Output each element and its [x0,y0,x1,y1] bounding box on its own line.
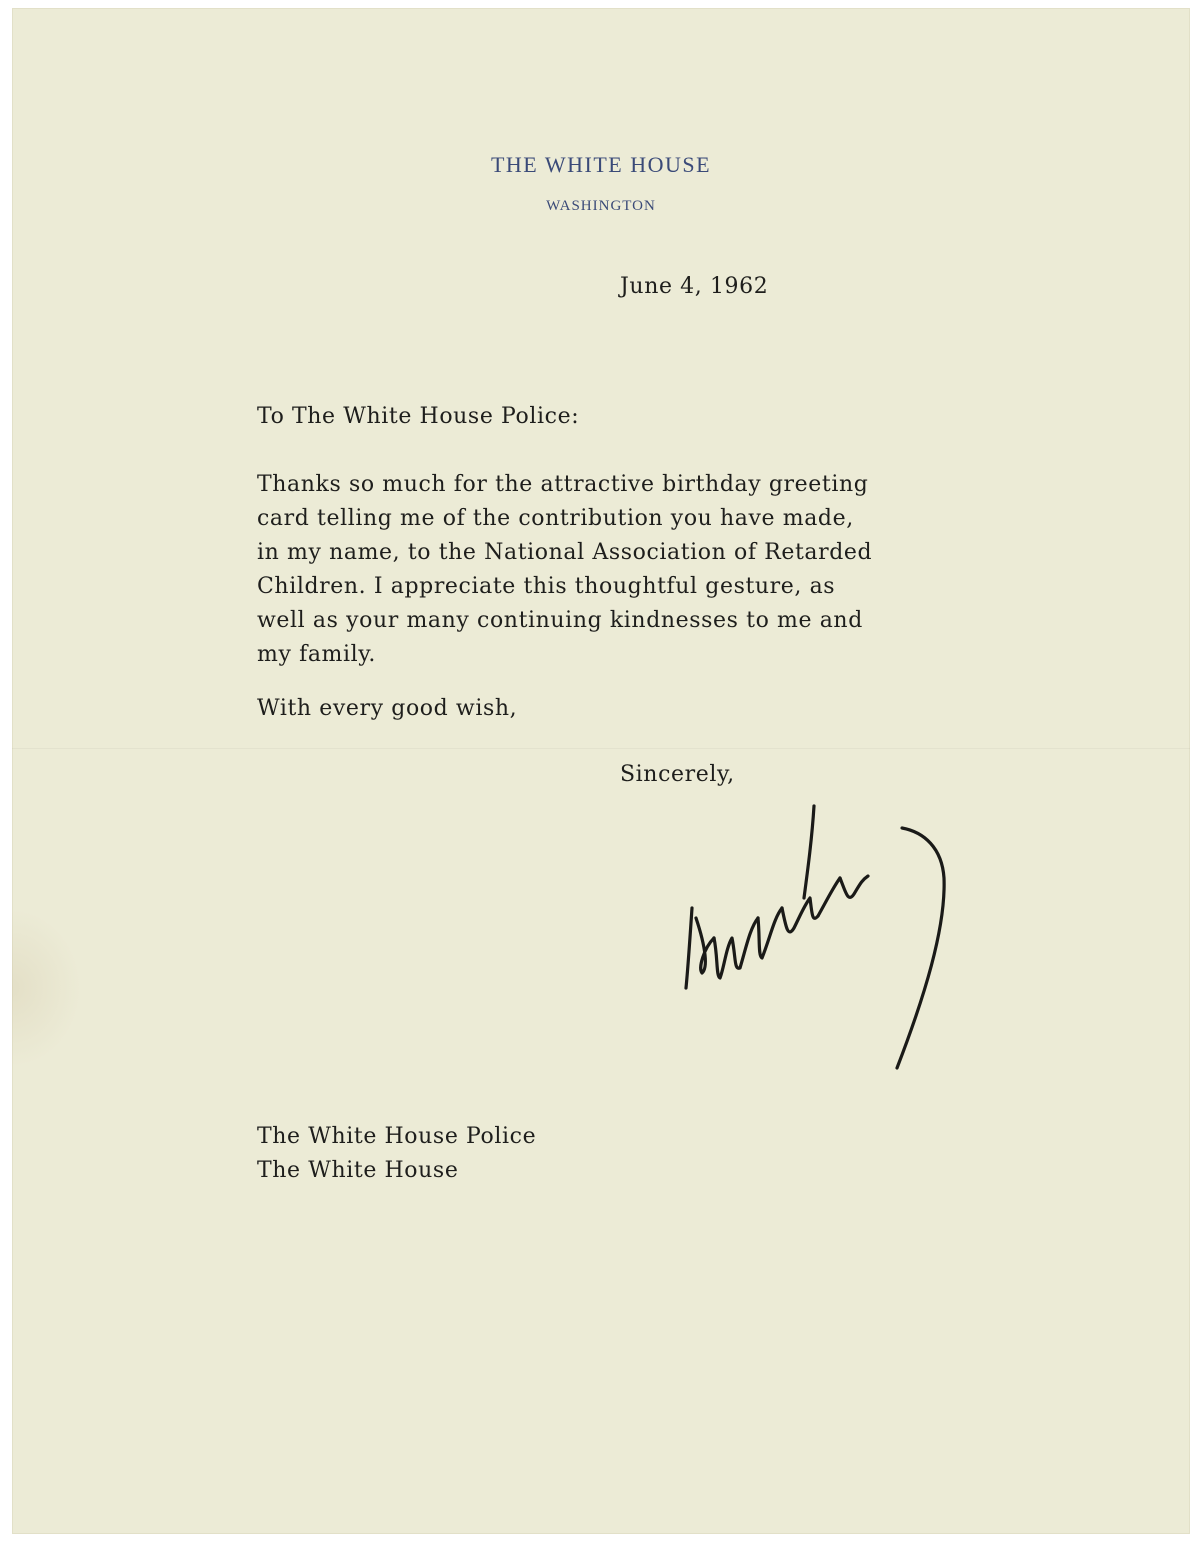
salutation: To The White House Police: [257,404,580,429]
body-line: Children. I appreciate this thoughtful gesture, as [257,574,836,599]
letter-body [257,468,1057,672]
body-line: my family. [257,642,376,667]
signoff: Sincerely, [620,762,735,787]
body-line: well as your many continuing kindnesses to me and [257,608,863,633]
letter-page [12,8,1190,1534]
recipient-line: The White House Police [257,1124,537,1149]
body-line: card telling me of the contribution you have made, [257,506,854,531]
paper-stain [12,908,82,1068]
letterhead-title: THE WHITE HOUSE [490,152,712,177]
body-line: in my name, to the National Association of Retarded [257,540,873,565]
closing: With every good wish, [257,696,518,721]
body-line: Thanks so much for the attractive birthday greeting [257,472,869,497]
letterhead-location: WASHINGTON [546,198,656,214]
recipient-block [257,1120,536,1188]
letter-date: June 4, 1962 [620,274,769,299]
fold-line [12,748,1190,749]
recipient-line: The White House [257,1158,459,1183]
handwritten-signature [662,798,962,1088]
